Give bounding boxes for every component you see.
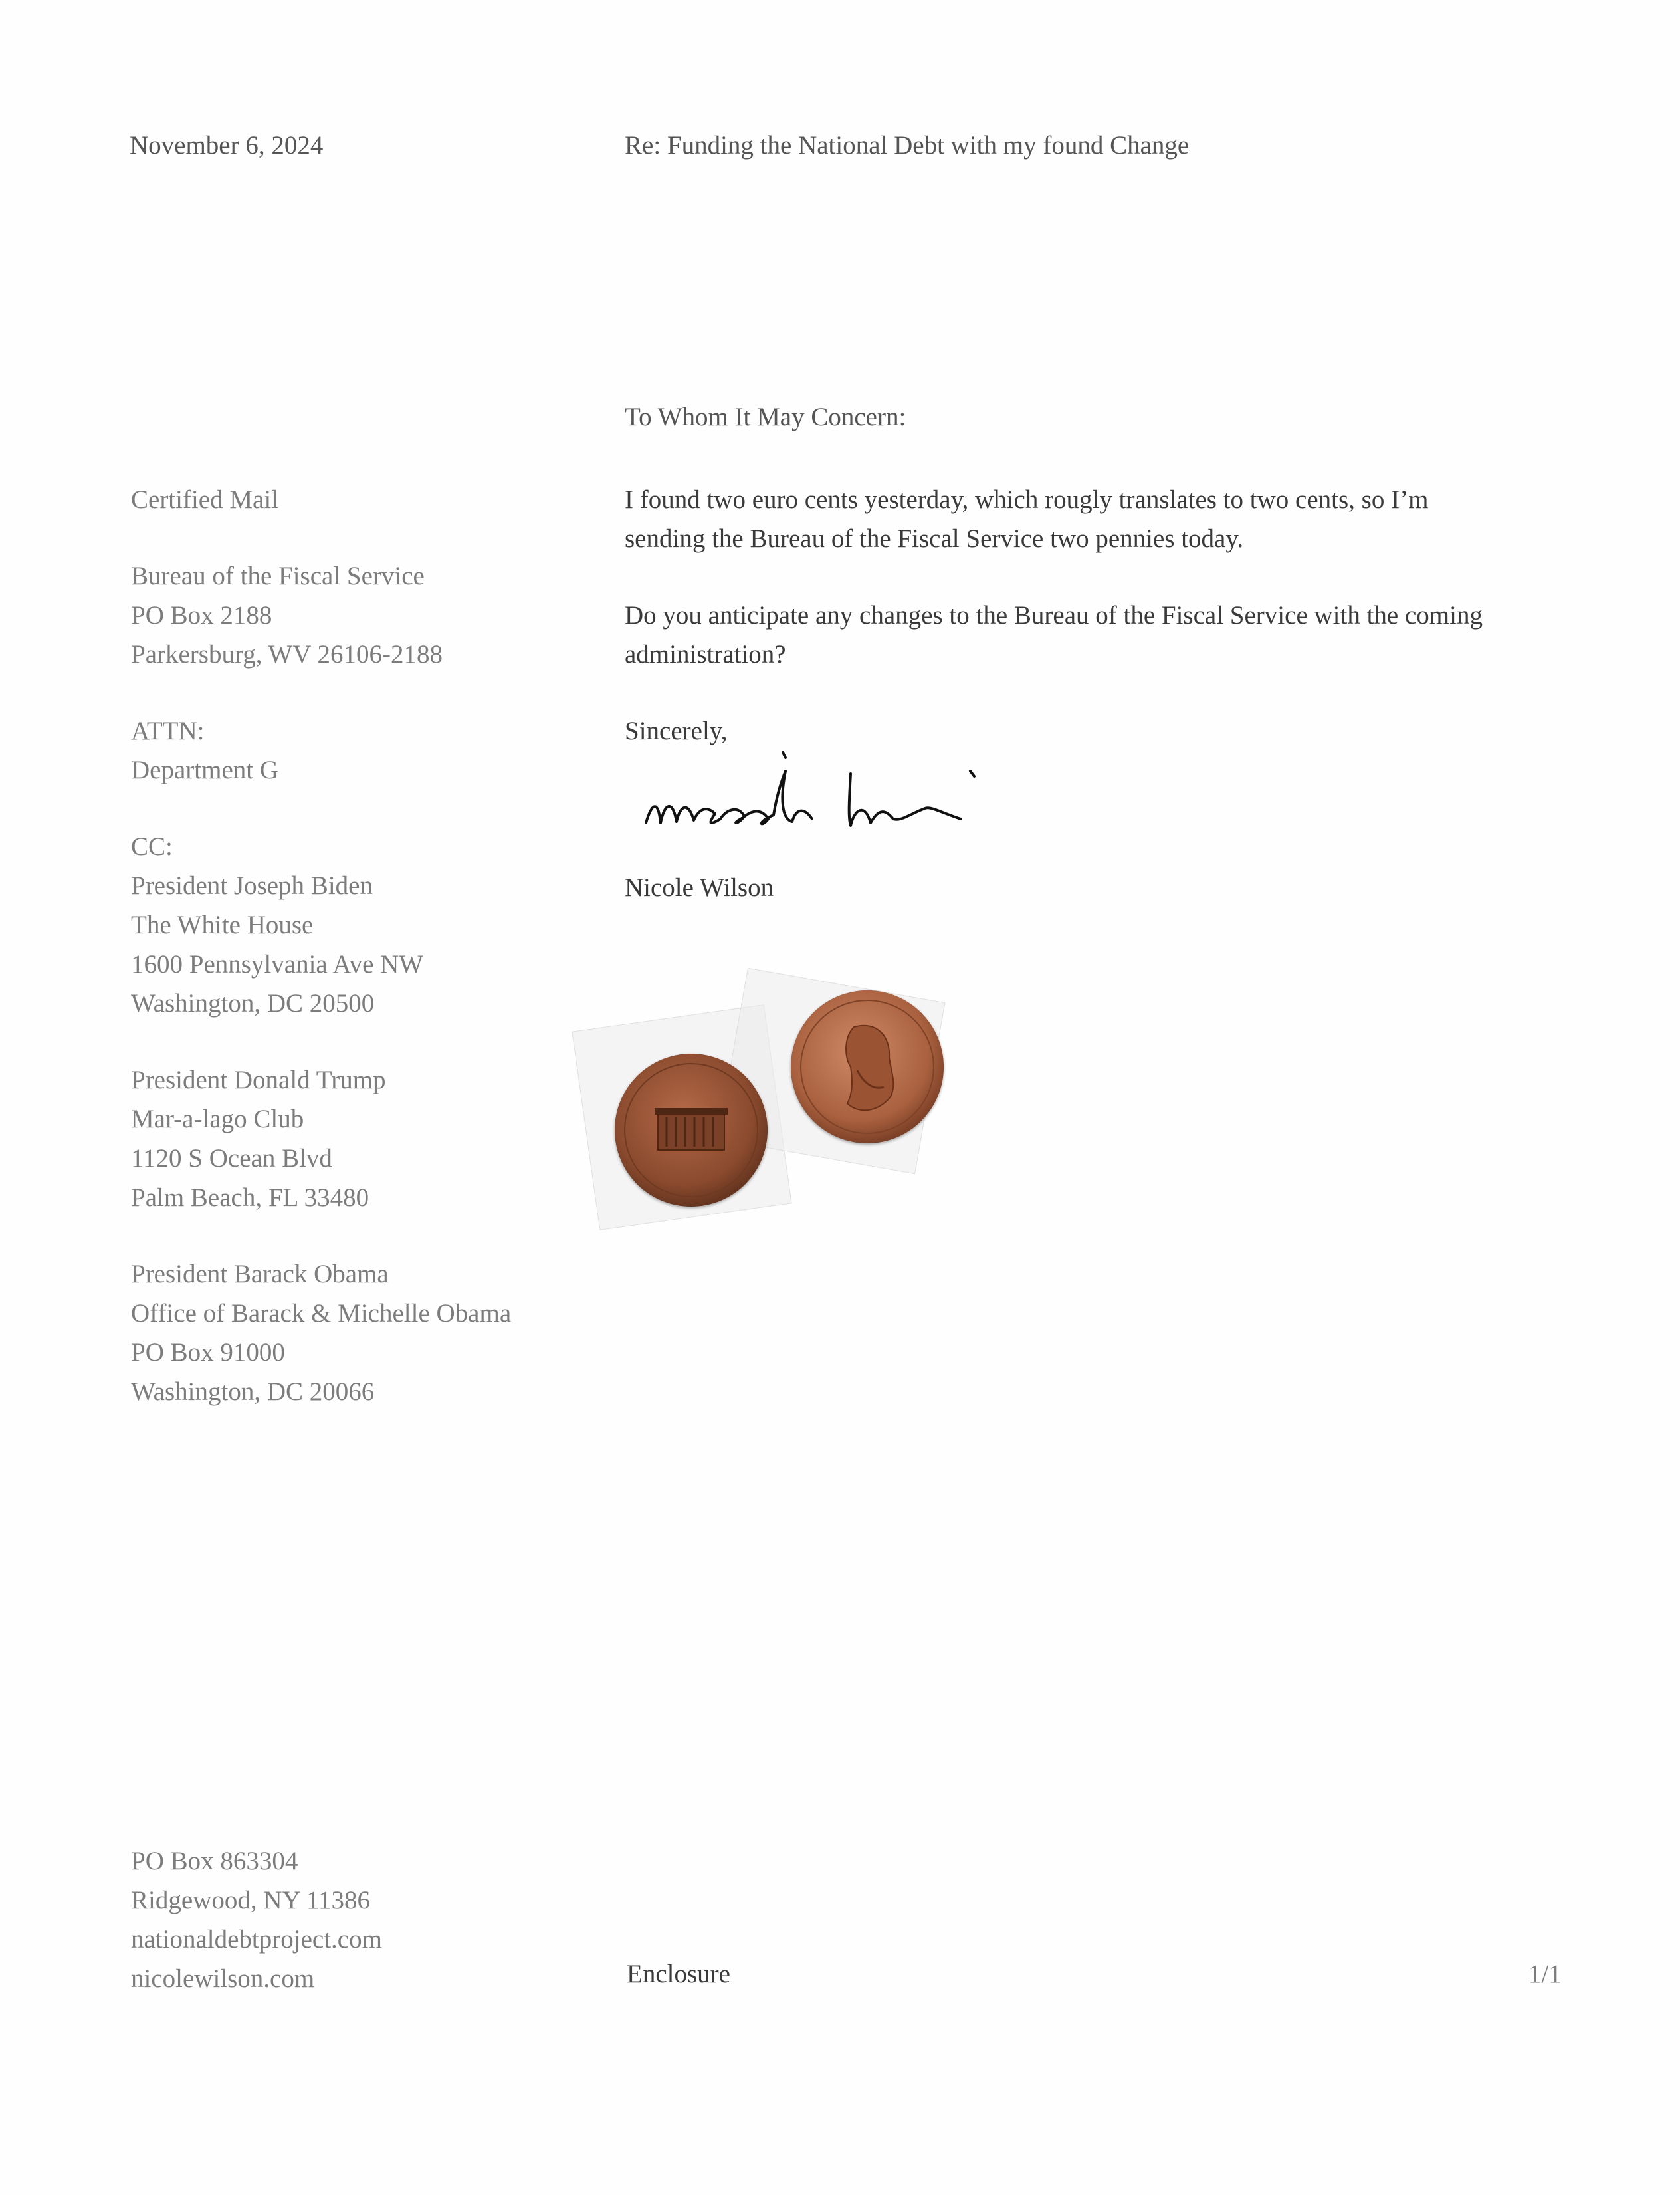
cc-line: President Joseph Biden bbox=[131, 871, 373, 900]
cc-label: CC: bbox=[131, 832, 173, 861]
salutation: To Whom It May Concern: bbox=[625, 403, 906, 431]
enclosed-coins bbox=[572, 944, 997, 1263]
cc-line: 1120 S Ocean Blvd bbox=[131, 1144, 332, 1173]
attn-block bbox=[131, 711, 511, 790]
cc-line: Office of Barack & Michelle Obama bbox=[131, 1299, 512, 1328]
closing: Sincerely, bbox=[625, 717, 728, 745]
sender-address bbox=[131, 1841, 382, 1998]
recipient-line: Parkersburg, WV 26106-2188 bbox=[131, 640, 443, 669]
cc-line: Washington, DC 20500 bbox=[131, 989, 375, 1018]
attn-department: Department G bbox=[131, 756, 279, 784]
body-line: administration? bbox=[625, 640, 786, 669]
recipient-line: PO Box 2188 bbox=[131, 601, 272, 630]
cc-line: Washington, DC 20066 bbox=[131, 1377, 375, 1406]
cc-line: Palm Beach, FL 33480 bbox=[131, 1183, 369, 1212]
sender-website-link[interactable]: nationaldebtproject.com bbox=[131, 1925, 382, 1954]
cc-line: Mar-a-lago Club bbox=[131, 1105, 304, 1133]
recipient-line: Bureau of the Fiscal Service bbox=[131, 562, 425, 590]
cc-line: President Barack Obama bbox=[131, 1260, 389, 1288]
penny-reverse-icon bbox=[615, 1054, 768, 1207]
body-paragraph-1 bbox=[625, 480, 1483, 558]
mail-type: Certified Mail bbox=[131, 485, 279, 514]
letter-subject: Re: Funding the National Debt with my found Change bbox=[625, 131, 1190, 160]
sender-website-link[interactable]: nicolewilson.com bbox=[131, 1964, 315, 1993]
letter-body bbox=[625, 480, 1483, 751]
cc-address-obama bbox=[131, 1254, 511, 1411]
attn-label: ATTN: bbox=[131, 717, 205, 745]
body-line: Do you anticipate any changes to the Bureau of the Fiscal Service with the coming bbox=[625, 601, 1483, 630]
cc-line: The White House bbox=[131, 911, 314, 939]
body-line: sending the Bureau of the Fiscal Service two pennies today. bbox=[625, 524, 1244, 553]
handwritten-signature bbox=[638, 745, 1010, 844]
cc-line: PO Box 91000 bbox=[131, 1338, 285, 1367]
signer-name: Nicole Wilson bbox=[625, 873, 774, 902]
page-number: 1/1 bbox=[1528, 1960, 1562, 1988]
sender-line: PO Box 863304 bbox=[131, 1847, 298, 1875]
address-column bbox=[131, 480, 511, 1411]
sender-line: Ridgewood, NY 11386 bbox=[131, 1886, 371, 1914]
body-line: I found two euro cents yesterday, which rougly translates to two cents, so I’m bbox=[625, 485, 1429, 514]
cc-address-biden bbox=[131, 866, 511, 1023]
enclosure-note: Enclosure bbox=[627, 1960, 730, 1988]
cc-address-trump bbox=[131, 1060, 511, 1217]
penny-obverse-icon bbox=[791, 990, 944, 1143]
cc-line: 1600 Pennsylvania Ave NW bbox=[131, 950, 424, 979]
recipient-address bbox=[131, 556, 511, 674]
letter-date: November 6, 2024 bbox=[130, 131, 324, 160]
body-paragraph-2 bbox=[625, 596, 1483, 674]
cc-line: President Donald Trump bbox=[131, 1066, 386, 1094]
